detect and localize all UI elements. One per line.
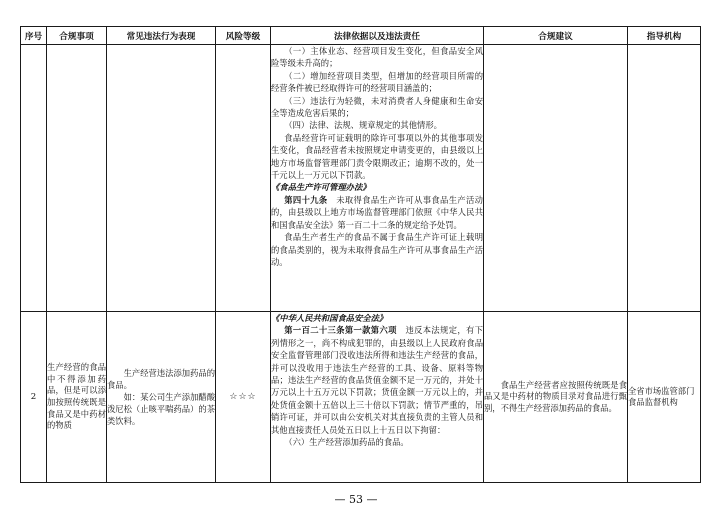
row2-advice: 食品生产经营者应按照传统既是食品又是中药材的物质目录对食品进行甄别，不得生产经营添加药品的食品。 (484, 312, 628, 483)
law-title: 《食品生产许可管理办法》 (271, 182, 371, 193)
article-text: 未取得食品生产许可从事食品生产活动的，由县级以上地方市场监督管理部门依照《中华人民共和国食品安全法》第一百二十二条的规定给予处罚。 (271, 194, 483, 230)
header-law: 法律依据以及违法责任 (271, 27, 484, 45)
row1-advice (484, 45, 628, 312)
article-number: 第一百二十三条第一款第六项 (284, 325, 397, 336)
law-item: （六）生产经营添加药品的食品。 (284, 437, 409, 448)
row1-matter (47, 45, 107, 312)
law-title: 《中华人民共和国食品安全法》 (271, 313, 388, 323)
law-paragraph: （二）增加经营项目类型，但增加的经营项目所需的经营条件被已经取得许可的经营项目涵盖的； (271, 70, 483, 94)
row1-law (271, 45, 484, 312)
page-number: — 53 — (334, 493, 378, 506)
row1-violation (107, 45, 216, 312)
row1-risk (216, 45, 271, 312)
law-paragraph: 食品经营许可证载明的除许可事项以外的其他事项发生变化，食品经营者未按照规定申请变更的，由县级以上地方市场监督管理部门责令限期改正；逾期不改的，处一千元以上一万元以下罚款。 (271, 132, 483, 181)
row2-matter: 生产经营的食品中不得添加药品，但是可以添加按照传统既是食品又是中药材的物质 (47, 312, 107, 483)
row2-law (271, 312, 484, 483)
header-row (21, 27, 701, 45)
law-paragraph: （三）违法行为轻微，未对消费者人身健康和生命安全等造成危害后果的； (271, 95, 483, 119)
row1-agency (628, 45, 701, 312)
article-paragraph (271, 194, 483, 231)
table-row (21, 312, 701, 483)
header-agency: 指导机构 (628, 27, 701, 45)
violation-paragraph: 生产经营违法添加药品的食品。 (107, 368, 215, 390)
law-paragraph: （四）法律、法规、规章规定的其他情形。 (284, 120, 442, 131)
table-row (21, 45, 701, 312)
row2-violation (107, 312, 216, 483)
law-paragraph: 食品生产者生产的食品不属于食品生产许可证上载明的食品类别的，视为未取得食品生产许可从事食品生产活动。 (271, 232, 483, 267)
header-violation: 常见违法行为表现 (107, 27, 216, 45)
article-number: 第四十九条 (284, 194, 328, 205)
header-risk: 风险等级 (216, 27, 271, 45)
row2-agency: 全省市场监管部门食品监督机构 (628, 312, 701, 483)
regulation-table (20, 26, 701, 483)
row2-no: 2 (21, 312, 47, 483)
row1-no (21, 45, 47, 312)
law-paragraph: （一）主体业态、经营项目发生变化，但食品安全风险等级未升高的； (271, 46, 483, 69)
header-matter: 合规事项 (47, 27, 107, 45)
article-paragraph (271, 324, 483, 436)
violation-paragraph: 如：某公司生产添加醋酸泼尼松（止咳平喘药品）的茶类饮料。 (107, 392, 215, 426)
header-no: 序号 (21, 27, 47, 45)
header-advice: 合规建议 (484, 27, 628, 45)
risk-stars: ☆☆☆ (216, 312, 271, 483)
article-text: 违反本法规定，有下列情形之一，尚不构成犯罪的，由县级以上人民政府食品安全监督管理部门没收违法所得和违法生产经营的食品，并可以没收用于违法生产经营的工具、设备、原料等物品；违法生产经营的食品货值金额不足一万元的，并处十万元以上十五万元以下罚款；货值金额一万元以上的，并处货值金额十五倍以上三十倍以下罚款；情节严重的，吊销许可证，并可以由公安机关对其直接负责的主管人员和其他直接责任人员处五日以上十五日以下拘留： (271, 325, 483, 435)
